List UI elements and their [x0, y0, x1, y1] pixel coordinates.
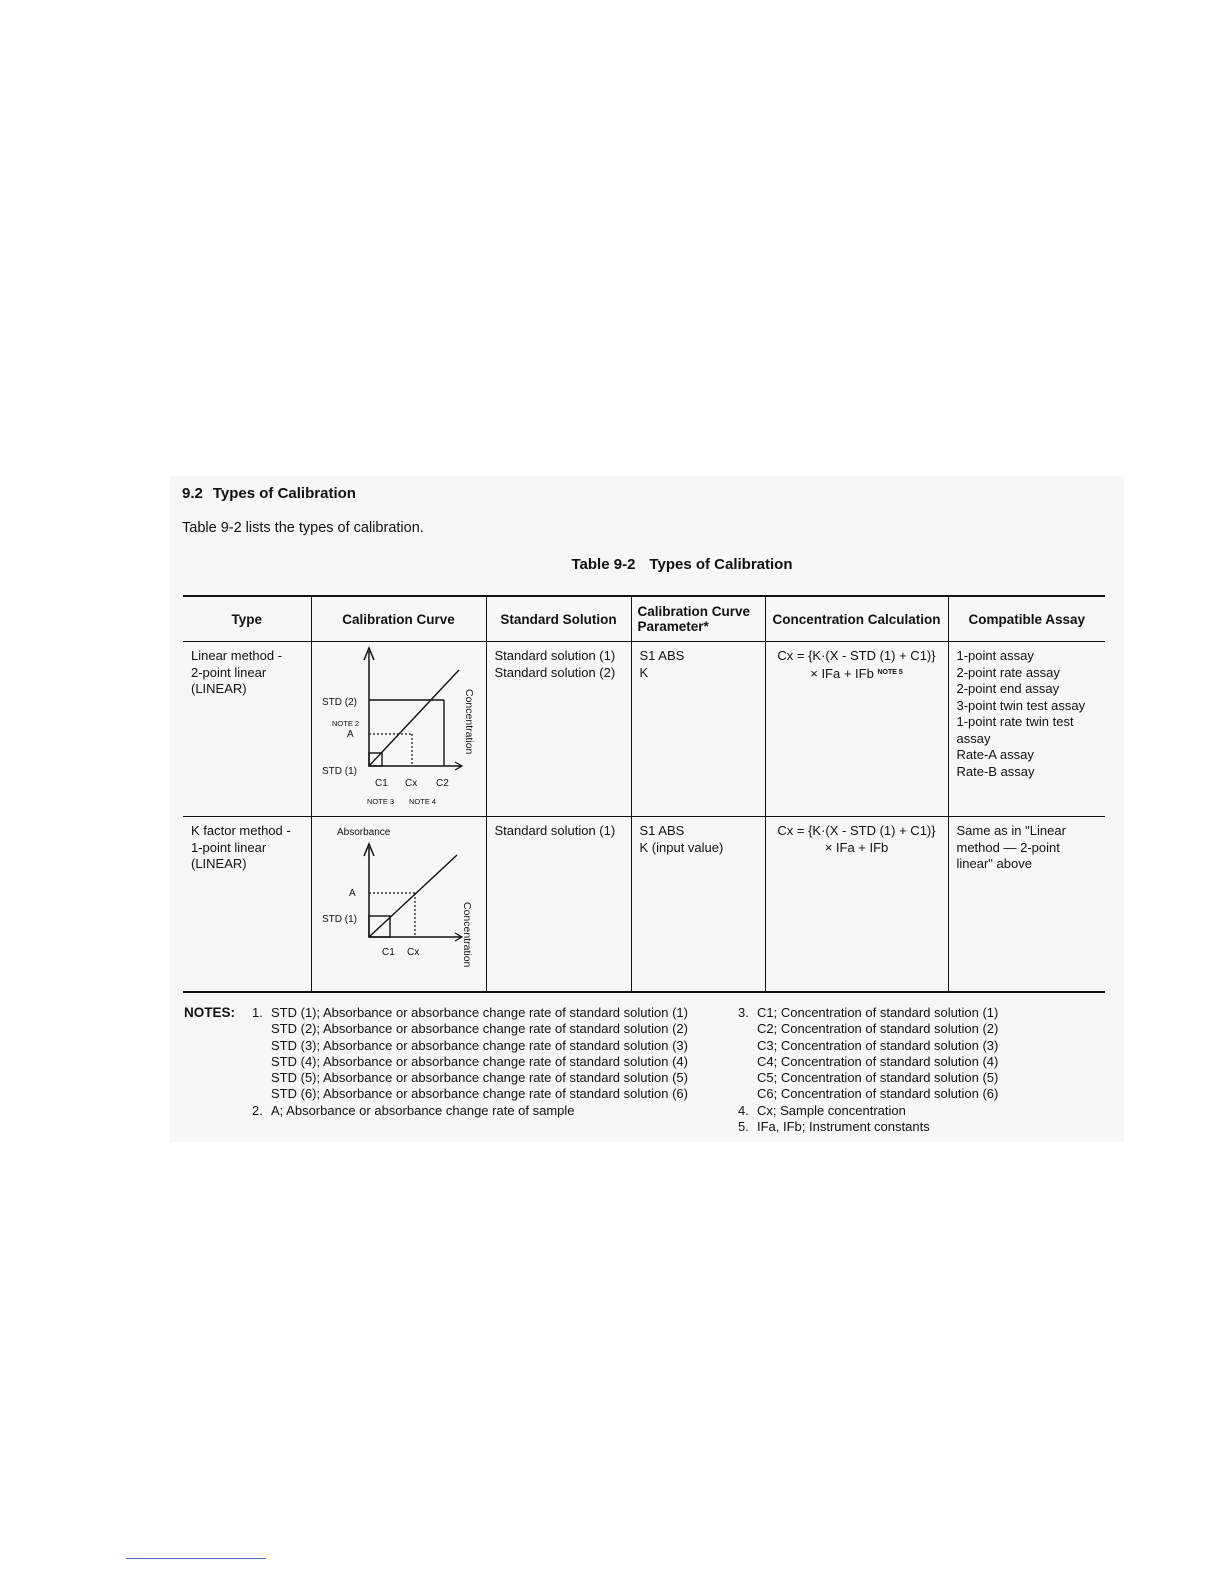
cx-label: Cx [406, 947, 419, 958]
assay-line: 2-point rate assay [956, 664, 1060, 680]
type-line: K factor method - [191, 823, 291, 838]
calibration-line [369, 855, 457, 937]
cell-curve-parameter [631, 817, 765, 993]
note-number: 4. [738, 1102, 749, 1118]
assay-line: Rate-A assay [956, 747, 1034, 762]
note-text: C6; Concentration of standard solution (6) [757, 1086, 999, 1102]
formula-line-2: × IFa + IFb [824, 839, 889, 855]
note-item [757, 1054, 998, 1070]
axes-lines [369, 651, 462, 766]
table-caption-number: Table 9-2 [571, 556, 636, 573]
note-text: C2; Concentration of standard solution (2) [757, 1021, 999, 1037]
note-text: STD (5); Absorbance or absorbance change rate of standard solution (5) [271, 1070, 688, 1086]
note4-label: NOTE 4 [408, 797, 436, 806]
cell-concentration-calculation [765, 817, 948, 993]
assay-line: 1-point rate twin test [956, 714, 1074, 729]
section-title: Types of Calibration [212, 485, 356, 502]
note-item [757, 1021, 998, 1037]
standard-solution-line: Standard solution (1) [494, 823, 616, 838]
header-calibration-curve: Calibration Curve [311, 596, 486, 642]
calibration-line [369, 670, 459, 766]
a-label: A [348, 888, 356, 899]
parameter-line: S1 ABS [639, 648, 685, 663]
y-axis-label: Absorbance [336, 827, 390, 838]
note2-label: NOTE 2 [331, 719, 359, 728]
table-caption [182, 556, 1182, 573]
note-text: C3; Concentration of standard solution (3) [757, 1037, 999, 1053]
calibration-types-table [183, 595, 1105, 993]
a-label: A [346, 729, 354, 740]
standard-solution-line: Standard solution (1) [494, 648, 616, 663]
note-item [271, 1054, 688, 1070]
note-text: STD (3); Absorbance or absorbance change rate of standard solution (3) [271, 1037, 688, 1053]
note-text: A; Absorbance or absorbance change rate of sample [271, 1102, 575, 1118]
assay-line: Same as in "Linear [956, 823, 1066, 838]
section-heading [182, 485, 356, 502]
note-number: 3. [738, 1005, 749, 1020]
cell-curve-parameter [631, 642, 765, 817]
note-item [738, 1005, 999, 1021]
note-item [757, 1086, 998, 1102]
note-item [738, 1102, 998, 1119]
std1-label: STD (1) [321, 914, 357, 925]
parameter-line: S1 ABS [639, 823, 685, 838]
note-text: STD (2); Absorbance or absorbance change rate of standard solution (2) [271, 1021, 688, 1037]
note-number: 1. [252, 1005, 263, 1020]
note-text: C1; Concentration of standard solution (1) [757, 1005, 999, 1020]
assay-line: Rate-B assay [956, 763, 1035, 779]
header-curve-parameter: Calibration Curve Parameter* [631, 596, 765, 642]
formula-line-2 [774, 665, 940, 683]
section-number: 9.2 [182, 485, 203, 502]
formula-line-1: Cx = {K·(X - STD (1) + C1)} [777, 648, 936, 663]
notes-left-column [252, 1005, 688, 1119]
note3-label: NOTE 3 [366, 797, 394, 806]
std2-label: STD (2) [321, 697, 357, 708]
header-compatible-assay: Compatible Assay [948, 596, 1105, 642]
note-text: STD (1); Absorbance or absorbance change rate of standard solution (1) [271, 1005, 688, 1020]
cell-type [183, 817, 311, 993]
note-item [252, 1005, 688, 1021]
note-number: 2. [252, 1102, 263, 1118]
x-axis-label: Concentration [460, 902, 473, 968]
formula-line-2-text: × IFa + IFb [810, 665, 874, 681]
cell-standard-solution [486, 817, 631, 993]
x-axis-label: Concentration [462, 689, 475, 755]
note-text: C5; Concentration of standard solution (5) [757, 1070, 999, 1086]
intro-text: Table 9-2 lists the types of calibration. [182, 520, 424, 536]
note-number: 5. [738, 1119, 749, 1135]
note-item [271, 1021, 688, 1037]
cx-label: Cx [404, 778, 417, 789]
assay-line: 3-point twin test assay [956, 697, 1086, 713]
header-standard-solution: Standard Solution [486, 596, 631, 642]
note-item [271, 1086, 688, 1102]
linear-2point-curve-diagram [312, 642, 487, 810]
table-row [183, 817, 1105, 993]
note-item [738, 1119, 998, 1135]
note-text: STD (6); Absorbance or absorbance change rate of standard solution (6) [271, 1086, 688, 1102]
type-line: Linear method - [191, 648, 283, 663]
cell-standard-solution [486, 642, 631, 817]
assay-line: method — 2-point [956, 839, 1060, 855]
assay-line: 1-point assay [956, 648, 1034, 663]
std1-label: STD (1) [321, 766, 357, 777]
type-line: 1-point linear [191, 839, 267, 855]
notes-right-column [738, 1005, 999, 1135]
header-concentration-calculation: Concentration Calculation [765, 596, 948, 642]
c1-label: C1 [374, 778, 388, 789]
header-type: Type [183, 596, 311, 642]
assay-line: linear" above [956, 856, 1032, 871]
c2-label: C2 [435, 778, 449, 789]
parameter-line: K (input value) [639, 839, 724, 855]
note-text: STD (4); Absorbance or absorbance change rate of standard solution (4) [271, 1053, 688, 1069]
note-item [757, 1038, 998, 1054]
notes-label: NOTES: [184, 1005, 236, 1020]
c1-label: C1 [381, 947, 395, 958]
assay-line: assay [956, 730, 991, 746]
table-row [183, 642, 1105, 817]
footer-rule [126, 1558, 266, 1559]
note-text: C4; Concentration of standard solution (4) [757, 1053, 999, 1069]
type-line: (LINEAR) [191, 681, 247, 696]
cell-calibration-curve [311, 642, 486, 817]
cell-type [183, 642, 311, 817]
parameter-line: K [639, 664, 649, 680]
note5-marker: NOTE 5 [877, 668, 903, 676]
cell-compatible-assay [948, 642, 1105, 817]
standard-solution-line: Standard solution (2) [494, 664, 616, 680]
note-text: IFa, IFb; Instrument constants [757, 1119, 930, 1135]
kfactor-1point-curve-diagram [312, 817, 487, 987]
assay-line: 2-point end assay [956, 681, 1060, 696]
note-item [271, 1070, 688, 1086]
cell-concentration-calculation [765, 642, 948, 817]
formula-line-1: Cx = {K·(X - STD (1) + C1)} [777, 823, 936, 838]
type-line: 2-point linear [191, 664, 267, 680]
note-item [271, 1038, 688, 1054]
table-header-row [183, 596, 1105, 642]
note-item [757, 1070, 998, 1086]
note-text: Cx; Sample concentration [757, 1102, 906, 1118]
cell-compatible-assay [948, 817, 1105, 993]
table-caption-title: Types of Calibration [649, 556, 793, 573]
type-line: (LINEAR) [191, 856, 247, 871]
cell-calibration-curve [311, 817, 486, 993]
note-item [252, 1102, 688, 1119]
